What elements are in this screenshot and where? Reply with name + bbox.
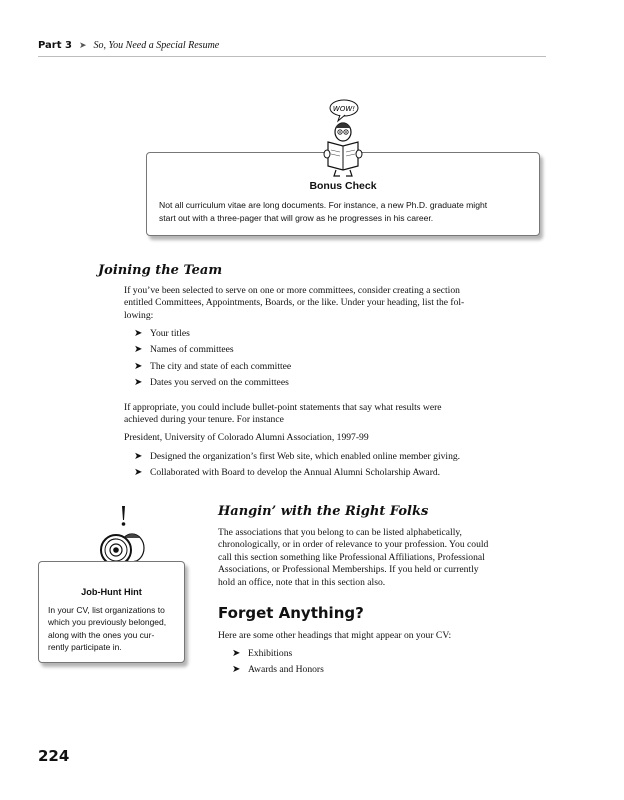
bullet-arrow-icon: ➤ (134, 467, 143, 479)
list-item: ➤ Designed the organization’s first Web site, which enabled online member giving. (134, 451, 461, 462)
section-heading-joining: Joining the Team (98, 263, 223, 278)
joining-intro (124, 285, 554, 322)
forget-intro: Here are some other headings that might appear on your CV: (218, 630, 452, 641)
bonus-check-text (159, 199, 531, 225)
hangin-line: The associations that you belong to can be listed alphabetically, (218, 527, 462, 538)
job-hunt-hint-box (38, 561, 185, 663)
bullet-arrow-icon: ➤ (134, 360, 143, 372)
list-item: ➤ Collaborated with Board to develop the Annual Alumni Scholarship Award. (134, 467, 441, 479)
bullet-arrow-icon: ➤ (134, 451, 143, 462)
section-heading-forget: Forget Anything? (218, 604, 364, 622)
list-item: ➤ Names of committees (134, 344, 234, 356)
bonus-check-title: Bonus Check (309, 180, 377, 192)
hangin-line: hold an office, note that in this section also. (218, 576, 386, 588)
job-hunt-hint-text (48, 604, 180, 654)
hint-line: which you previously belonged, (48, 617, 167, 628)
hint-line: rently participate in. (48, 642, 122, 653)
section-heading-hangin: Hangin’ with the Right Folks (218, 504, 429, 519)
bullet-arrow-icon: ➤ (134, 328, 143, 339)
list-item: ➤ Awards and Honors (232, 664, 324, 676)
hangin-paragraph (218, 527, 558, 589)
bullet-arrow-icon: ➤ (134, 376, 143, 388)
page-number: 224 (38, 747, 70, 765)
job-hunt-hint-title: Job-Hunt Hint (81, 587, 142, 597)
chapter-title: So, You Need a Special Resume (93, 40, 220, 51)
hint-line: along with the ones you cur- (48, 629, 155, 640)
hint-line: In your CV, list organizations to (48, 605, 165, 615)
forget-list (232, 648, 552, 681)
joining-intro-line: entitled Committees, Appointments, Boards, or the like. Under your heading, list the fol- (124, 297, 465, 309)
list-item: ➤ Dates you served on the committees (134, 376, 289, 388)
joining-intro-line: If you’ve been selected to serve on one or more committees, consider creating a section (124, 285, 460, 296)
joining-paragraph (124, 402, 554, 427)
hangin-line: call this section something like Professional Affiliations, Professional (218, 551, 485, 563)
bullet-arrow-icon: ➤ (134, 344, 143, 356)
joining-intro-line: lowing: (124, 309, 154, 321)
list-item: ➤ The city and state of each committee (134, 360, 292, 372)
reader-wow-icon (314, 96, 372, 178)
bonus-check-line: start out with a three-pager that will grow as he progresses in his career. (159, 213, 434, 223)
list-item: ➤ Your titles (134, 328, 190, 339)
joining-paragraph-line: If appropriate, you could include bullet-point statements that say what results were (124, 402, 442, 413)
running-header (38, 40, 219, 51)
list-item: ➤ Exhibitions (232, 648, 293, 659)
bullet-arrow-icon: ➤ (232, 664, 241, 676)
example-title: President, University of Colorado Alumni Association, 1997-99 (124, 432, 369, 443)
arrow-right-icon: ➤ (78, 40, 87, 51)
hangin-line: Associations, or Professional Memberships. If you held or currently (218, 564, 479, 576)
header-divider (38, 56, 546, 57)
bonus-check-line: Not all curriculum vitae are long documents. For instance, a new Ph.D. graduate might (159, 200, 488, 210)
part-label: Part 3 (38, 40, 72, 51)
bullet-arrow-icon: ➤ (232, 648, 241, 659)
wow-text: WOW! (332, 105, 356, 113)
joining-list (134, 328, 534, 393)
example-list (134, 451, 554, 484)
hangin-line: chronologically, or in order of relevance to your profession. You could (218, 539, 489, 551)
joining-paragraph-line: achieved during your tenure. For instance (124, 414, 284, 426)
